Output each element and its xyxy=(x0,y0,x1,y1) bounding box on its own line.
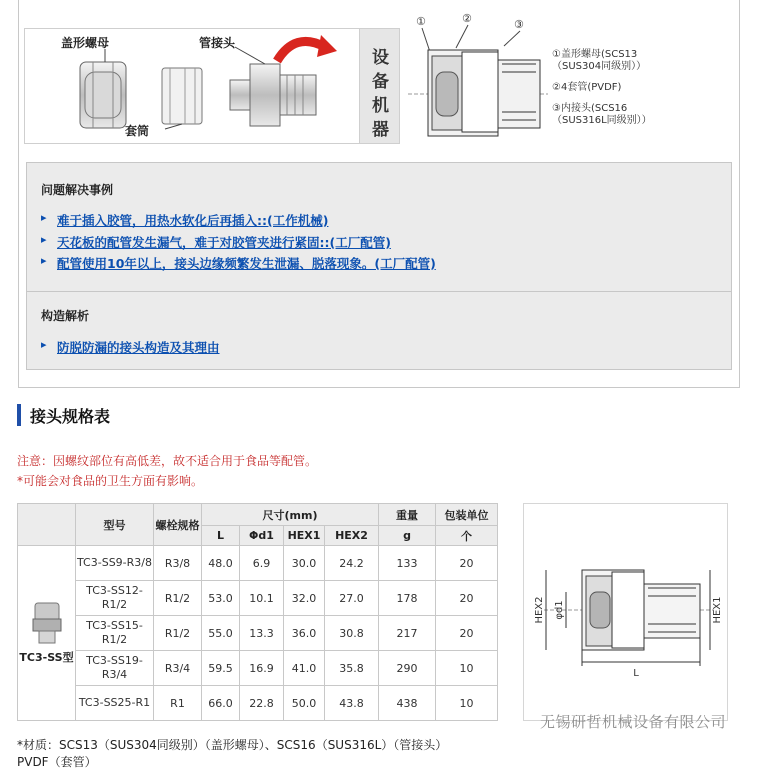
dimension-drawing xyxy=(523,503,728,721)
exploded-diagram xyxy=(24,28,400,144)
equipment-tab xyxy=(359,28,400,144)
product-image-cell xyxy=(18,546,76,721)
row-thread: R3/8 xyxy=(154,546,202,581)
sleeve-label: 套筒 xyxy=(125,124,150,138)
row-model: TC3-SS12-R1/2 xyxy=(76,581,154,616)
row-d1: 13.3 xyxy=(240,616,284,651)
hex2-label: HEX2 xyxy=(534,596,545,624)
legend-line: （SUS304同级别）） xyxy=(552,61,647,72)
row-hex2: 43.8 xyxy=(325,686,379,721)
problem-link-3[interactable]: ▸ 配管使用10年以上，接头边缘频繁发生泄漏、脱落现象。(工厂配管) xyxy=(57,254,436,272)
row-thread: R1 xyxy=(154,686,202,721)
d1-label: φd1 xyxy=(554,600,565,620)
cross-section-drawing xyxy=(408,12,553,137)
row-l: 55.0 xyxy=(202,616,240,651)
th-hex1: HEX1 xyxy=(284,526,325,546)
th-l: L xyxy=(202,526,240,546)
material-footnote: *材质：SCS13（SUS304同级别）（盖形螺母）、SCS16（SUS316L）（管接头） xyxy=(17,738,448,752)
row-hex1: 32.0 xyxy=(284,581,325,616)
tab-char: 器 xyxy=(372,120,389,140)
row-weight: 133 xyxy=(379,546,436,581)
row-l: 59.5 xyxy=(202,651,240,686)
dimension-drawing-svg xyxy=(524,504,727,720)
th-model: 型号 xyxy=(76,504,154,546)
tab-char: 备 xyxy=(372,72,389,92)
th-dimension: 尺寸(mm) xyxy=(202,504,379,526)
row-model: TC3-SS19-R3/4 xyxy=(76,651,154,686)
row-d1: 22.8 xyxy=(240,686,284,721)
th-d1: Φd1 xyxy=(240,526,284,546)
row-thread: R1/2 xyxy=(154,616,202,651)
problem-section-title: 问题解决事例 xyxy=(41,183,114,197)
th-unit: 个 xyxy=(436,526,498,546)
row-hex1: 30.0 xyxy=(284,546,325,581)
cap-nut-label: 盖形螺母 xyxy=(61,36,110,50)
row-l: 66.0 xyxy=(202,686,240,721)
rotate-arrow-icon xyxy=(277,41,325,61)
row-hex2: 35.8 xyxy=(325,651,379,686)
row-thread: R1/2 xyxy=(154,581,202,616)
company-watermark: 无锡研哲机械设备有限公司 xyxy=(540,713,727,731)
row-thread: R3/4 xyxy=(154,651,202,686)
structure-link[interactable]: ▸ 防脱防漏的接头构造及其理由 xyxy=(57,338,220,356)
row-d1: 6.9 xyxy=(240,546,284,581)
legend-line: ③内接头(SCS16 xyxy=(552,103,628,114)
row-pack: 20 xyxy=(436,581,498,616)
legend-line: （SUS316L同级别）） xyxy=(552,115,652,126)
tab-char: 设 xyxy=(372,48,389,68)
row-model: TC3-SS15-R1/2 xyxy=(76,616,154,651)
row-pack: 20 xyxy=(436,616,498,651)
th-weight: 重量 xyxy=(379,504,436,526)
row-l: 53.0 xyxy=(202,581,240,616)
problem-link-2[interactable]: ▸ 天花板的配管发生漏气，难于对胶管夹进行紧固::(工厂配管) xyxy=(57,233,391,251)
material-footnote-2: PVDF（套管） xyxy=(17,755,97,769)
row-pack: 10 xyxy=(436,686,498,721)
row-hex1: 41.0 xyxy=(284,651,325,686)
callout-1: ① xyxy=(416,15,426,28)
caution-note-2: *可能会对食品的卫生方面有影响。 xyxy=(17,474,204,488)
row-d1: 10.1 xyxy=(240,581,284,616)
row-hex2: 24.2 xyxy=(325,546,379,581)
spec-heading: 接头规格表 xyxy=(30,407,111,426)
heading-accent-bar xyxy=(17,404,21,426)
legend-line: ②4套管(PVDF) xyxy=(552,82,622,93)
row-pack: 10 xyxy=(436,651,498,686)
callout-3: ③ xyxy=(514,18,524,31)
caution-note: 注意：因螺纹部位有高低差，故不适合用于食品等配管。 xyxy=(17,454,318,468)
problem-link-1[interactable]: ▸ 难于插入胶管，用热水软化后再插入::(工作机械) xyxy=(57,211,328,229)
legend-line: ①盖形螺母(SCS13 xyxy=(552,49,638,60)
row-weight: 217 xyxy=(379,616,436,651)
row-l: 48.0 xyxy=(202,546,240,581)
row-hex2: 27.0 xyxy=(325,581,379,616)
connector-label: 管接头 xyxy=(199,36,236,50)
spec-table xyxy=(17,503,498,721)
section-divider xyxy=(27,291,731,292)
th-pack: 包装单位 xyxy=(436,504,498,526)
row-hex2: 30.8 xyxy=(325,616,379,651)
row-weight: 178 xyxy=(379,581,436,616)
th-hex2: HEX2 xyxy=(325,526,379,546)
row-weight: 438 xyxy=(379,686,436,721)
row-model: TC3-SS9-R3/8 xyxy=(76,546,154,581)
fitting-photo-icon xyxy=(29,601,65,645)
product-label: TC3-SS型 xyxy=(19,651,74,664)
row-hex1: 36.0 xyxy=(284,616,325,651)
row-hex1: 50.0 xyxy=(284,686,325,721)
info-box xyxy=(26,162,732,370)
row-pack: 20 xyxy=(436,546,498,581)
th-image xyxy=(18,504,76,546)
tab-char: 机 xyxy=(372,96,389,116)
callout-2: ② xyxy=(462,12,472,25)
row-weight: 290 xyxy=(379,651,436,686)
l-label: L xyxy=(633,668,639,679)
hex1-label: HEX1 xyxy=(712,596,723,624)
row-model: TC3-SS25-R1 xyxy=(76,686,154,721)
row-d1: 16.9 xyxy=(240,651,284,686)
th-thread: 螺栓规格 xyxy=(154,504,202,546)
structure-section-title: 构造解析 xyxy=(41,309,90,323)
th-g: g xyxy=(379,526,436,546)
